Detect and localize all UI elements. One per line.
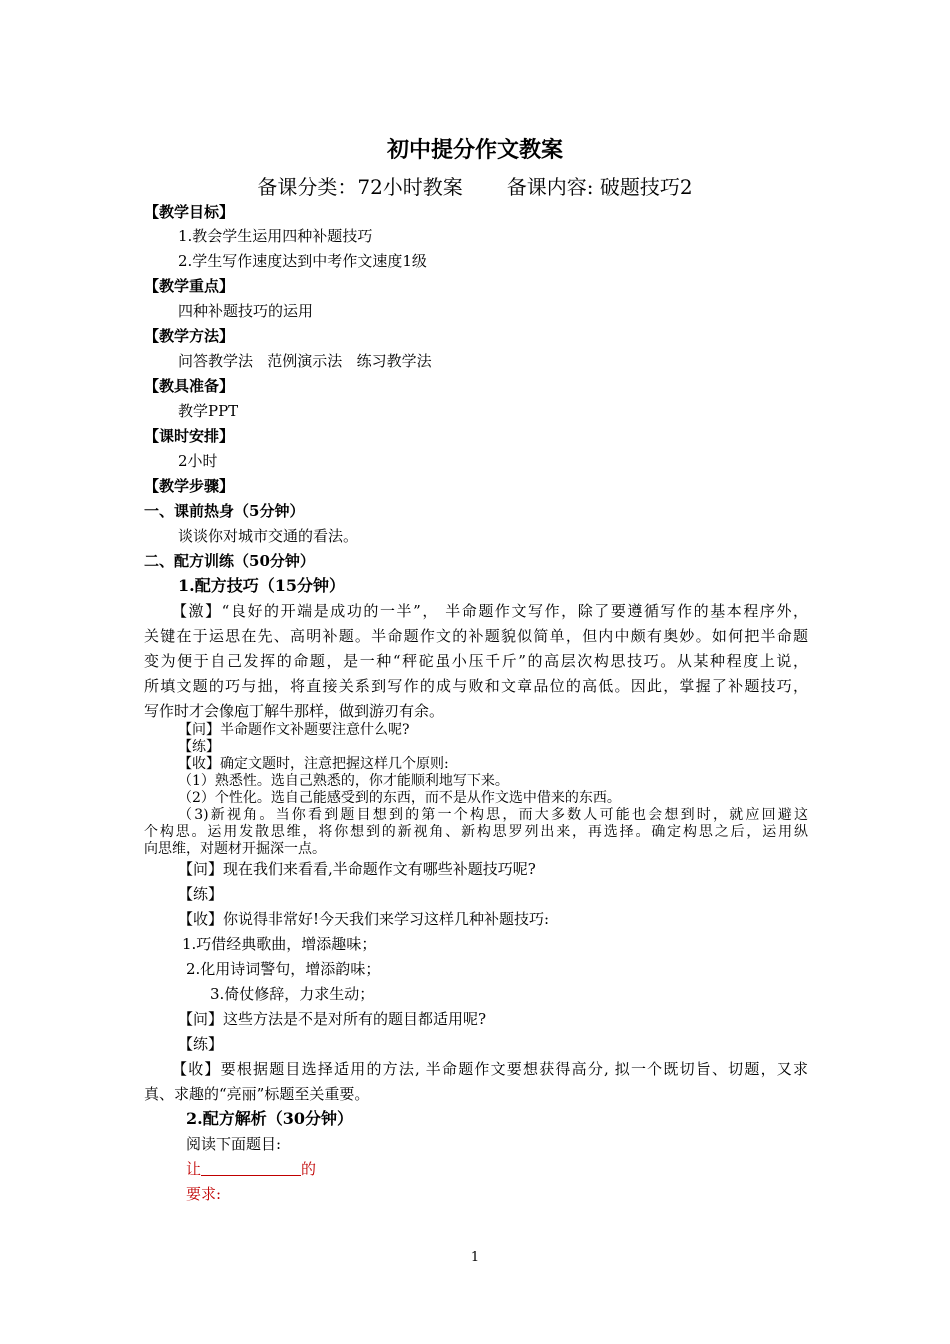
intro-paragraph-line-2: 关键在于运思在先、高明补题。半命题作文的补题貌似简单，但内中颇有奥妙。如何把半命题 — [144, 627, 808, 645]
rule-familiarity: （1）熟悉性。选自己熟悉的，你才能顺利地写下来。 — [178, 773, 509, 789]
warmup-heading: 一、课前热身（5分钟） — [144, 502, 305, 520]
goal-item-1: 1.教会学生运用四种补题技巧 — [178, 227, 373, 245]
rule-individuality: （2）个性化。选自己能感受到的东西，而不是从作文选中借来的东西。 — [178, 790, 621, 806]
requirement-label: 要求: — [186, 1185, 222, 1203]
training-heading: 二、配方训练（50分钟） — [144, 552, 315, 570]
rule-new-perspective-line-1: （3)新视角。当你看到题目想到的第一个构思，而大多数人可能也会想到时，就应回避这 — [178, 807, 808, 823]
intro-paragraph-line-1: 【激】“良好的开端是成功的一半”， 半命题作文写作，除了要遵循写作的基本程序外， — [172, 602, 808, 620]
analysis-heading: 2.配方解析（30分钟） — [186, 1109, 353, 1128]
summary-3-line-2: 真、求趣的“亮丽”标题至关重要。 — [144, 1085, 370, 1103]
analysis-intro: 阅读下面题目: — [186, 1135, 282, 1153]
subtitle-content: 备课内容: 破题技巧2 — [506, 175, 693, 199]
rule-new-perspective-line-3: 向思维，对题材开掘深一点。 — [144, 841, 326, 857]
technique-3: 3.倚仗修辞，力求生动； — [210, 985, 375, 1003]
summary-2: 【收】你说得非常好!今天我们来学习这样几种补题技巧: — [178, 910, 550, 928]
summary-1: 【收】确定文题时，注意把握这样几个原则: — [178, 756, 449, 772]
focus-text: 四种补题技巧的运用 — [178, 302, 314, 320]
tools-heading: 【教具准备】 — [144, 377, 235, 395]
goal-heading: 【教学目标】 — [144, 203, 235, 221]
essay-prompt — [186, 1159, 316, 1179]
skill-heading: 1.配方技巧（15分钟） — [178, 576, 345, 595]
focus-heading: 【教学重点】 — [144, 277, 235, 295]
schedule-text: 2小时 — [178, 452, 218, 470]
intro-paragraph-line-3: 变为便于自己发挥的命题，是一种“秤砣虽小压千斤”的高层次构思技巧。从某种程度上说， — [144, 652, 808, 670]
page-number: 1 — [470, 1250, 480, 1265]
technique-2: 2.化用诗词警句，增添韵味； — [186, 960, 381, 978]
technique-1: 1.巧借经典歌曲，增添趣味； — [182, 935, 377, 953]
question-3: 【问】这些方法是不是对所有的题目都适用呢? — [178, 1010, 487, 1028]
method-heading: 【教学方法】 — [144, 327, 235, 345]
warmup-text: 谈谈你对城市交通的看法。 — [178, 527, 359, 545]
schedule-heading: 【课时安排】 — [144, 427, 235, 445]
practice-2: 【练】 — [178, 885, 224, 903]
tools-text: 教学PPT — [178, 402, 239, 420]
rule-new-perspective-line-2: 个构思。运用发散思维，将你想到的新视角、新构思罗列出来，再选择。确定构思之后，运用纵 — [144, 824, 808, 840]
prompt-prefix: 让 — [186, 1160, 202, 1178]
page-subtitle — [0, 174, 950, 200]
page-title: 初中提分作文教案 — [386, 137, 563, 163]
prompt-blank — [201, 1161, 301, 1176]
intro-paragraph-line-4: 所填文题的巧与拙，将直接关系到写作的成与败和文章品位的高低。因此，掌握了补题技巧， — [144, 677, 808, 695]
goal-item-2: 2.学生写作速度达到中考作文速度1级 — [178, 252, 427, 270]
summary-3-line-1: 【收】要根据题目选择适用的方法, 半命题作文要想获得高分, 拟一个既切旨、切题，又求 — [172, 1060, 808, 1078]
practice-1: 【练】 — [178, 739, 220, 755]
question-2: 【问】现在我们来看看,半命题作文有哪些补题技巧呢? — [178, 860, 536, 878]
steps-heading: 【教学步骤】 — [144, 477, 235, 495]
intro-paragraph-line-5: 写作时才会像庖丁解牛那样，做到游刃有余。 — [144, 702, 445, 720]
question-1: 【问】半命题作文补题要注意什么呢? — [178, 722, 410, 738]
subtitle-category: 备课分类：72小时教案 — [257, 175, 463, 199]
prompt-suffix: 的 — [301, 1160, 317, 1178]
method-text: 问答教学法 范例演示法 练习教学法 — [178, 352, 432, 370]
practice-3: 【练】 — [178, 1035, 224, 1053]
